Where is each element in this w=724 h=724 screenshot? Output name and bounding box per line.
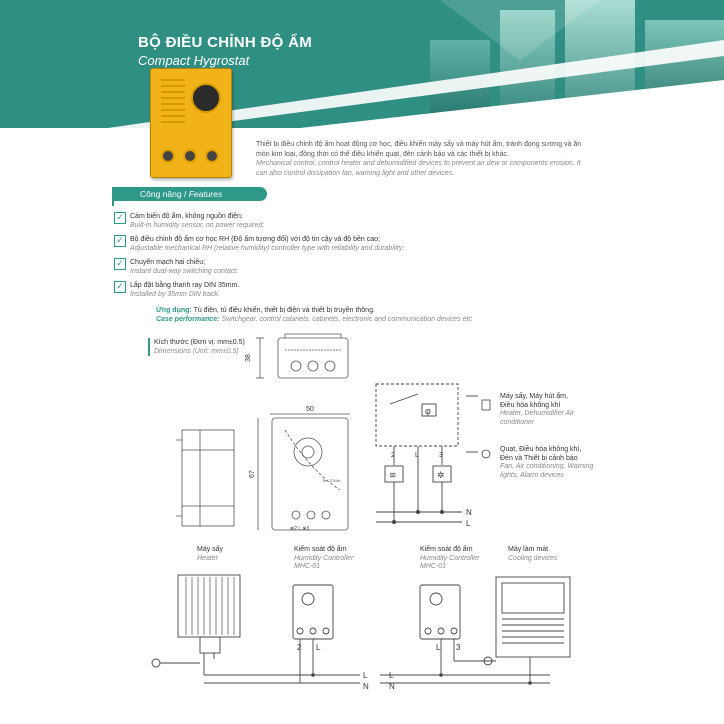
heater-vi: Máy sấy	[197, 546, 224, 553]
ctrl1-model: MHC-01	[294, 563, 321, 570]
header-banner	[0, 0, 724, 128]
feature-en: Adjustable mechanical RH (relative humidity) controller type with reliability and durability;	[130, 245, 405, 252]
feature-vi: Lắp đặt bằng thanh ray DIN 35mm.	[130, 282, 240, 289]
wiring-n: N	[466, 508, 472, 517]
line-l-1: L	[363, 671, 368, 680]
front-view-drawing	[258, 418, 348, 530]
heater-en: Heater	[197, 554, 219, 562]
application-en: Switchgear, control cabinets, cabinets, electronic and communication devices etc	[219, 315, 472, 323]
dimensions-en: Dimensions (Unit: mm±0.5)	[154, 348, 239, 355]
check-icon: ✓	[114, 281, 126, 293]
controller-1-drawing	[293, 585, 333, 681]
ctrl2-vi: Kiểm soát độ ẩm	[420, 546, 473, 553]
ctrl2-model: MHC-01	[420, 563, 447, 570]
c1-terminal-l: L	[316, 643, 321, 652]
application-label-en: Case performance:	[156, 315, 220, 323]
feature-item	[116, 258, 239, 276]
heater-drawing	[160, 575, 240, 675]
feature-item	[116, 212, 265, 230]
ctrl1-vi: Kiểm soát độ ẩm	[294, 546, 347, 553]
dimensions-vi: Kích thước (Đơn vị: mm±0.5)	[154, 339, 245, 346]
terminal-screw	[183, 149, 197, 163]
wiring-terminal-2: 2	[391, 452, 395, 459]
line-n-2: N	[389, 682, 395, 691]
heater-label-en: Heater, Dehumidifier Air conditioner	[500, 410, 575, 426]
page-subtitle: Compact Hygrostat	[138, 53, 250, 68]
c2-terminal-l: L	[436, 643, 441, 652]
fan-label-vi: Quạt, Điều hòa không khí, Đèn và Thiết bị cảnh báo	[500, 446, 582, 462]
features-heading	[112, 187, 267, 201]
feature-vi: Chuyển mạch hai chiều;	[130, 259, 206, 266]
header-stripes	[0, 0, 724, 128]
feature-en: Instant dual-way switching contact;	[130, 268, 239, 275]
cooler-drawing	[496, 577, 570, 681]
line-l-2: L	[389, 671, 394, 680]
cooler-vi: Máy làm mát	[508, 546, 549, 553]
line-n-1: N	[363, 682, 369, 691]
controller-2-drawing	[420, 585, 496, 675]
phi-icon: φ	[425, 406, 431, 416]
vent-slots	[161, 79, 185, 125]
wiring-label-heater	[500, 393, 580, 427]
dim-67: 67	[249, 470, 256, 478]
front-terminals: ⊗2 L ⊗3	[290, 526, 310, 532]
top-view-drawing	[256, 334, 348, 378]
check-icon: ✓	[114, 258, 126, 270]
terminal-screw	[161, 149, 175, 163]
bottom-wiring-drawing	[0, 565, 724, 724]
ctrl1-en: Humidity Controller	[294, 554, 354, 562]
feature-item	[116, 281, 240, 299]
feature-vi: Bộ điều chỉnh độ ẩm cơ học RH (Độ ẩm tương đối) với độ tin cậy và độ bền cao;	[130, 236, 380, 243]
wiring-l: L	[466, 519, 471, 528]
fan-icon: ✲	[437, 470, 445, 480]
technical-drawing	[0, 320, 724, 540]
device-label: Tel: 3°/Min	[322, 478, 341, 483]
intro-en: Mechanical control, control heater and dehumidified devices to prevent air dew or components erosion. It can also control dissipation fan, warning light and other devices.	[256, 160, 581, 177]
fan-label-en: Fan, Air conditioning, Warning lights, Alarm devices	[500, 463, 594, 479]
c1-terminal-2: 2	[297, 643, 302, 652]
dim-50: 50	[306, 406, 314, 413]
heading-divider	[112, 200, 114, 206]
check-icon: ✓	[114, 235, 126, 247]
ctrl2-en: Humidity Controller	[420, 554, 480, 562]
product-photo	[150, 68, 232, 178]
heater-icon: ≋	[389, 470, 397, 480]
feature-en: Installed by 35mm DIN track.	[130, 291, 220, 298]
bottom-heater-label	[197, 546, 223, 563]
wiring-label-fan	[500, 446, 595, 480]
heater-symbol-icon	[482, 400, 490, 410]
page-title: BỘ ĐIỀU CHỈNH ĐỘ ẨM	[138, 34, 313, 51]
application-label-vi: Ứng dụng:	[156, 307, 192, 314]
wiring-terminal-l: L	[415, 452, 419, 459]
heater-label-vi: Máy sấy, Máy hút ẩm, Điều hòa không khí	[500, 393, 568, 409]
intro-vi: Thiết bị điều chỉnh độ ẩm hoạt động cơ học, điều khiển máy sấy và máy hút ẩm, tránh đọng sương và ăn mòn kim loại, đồng thời có thể điều khiển quạt, đèn cảnh báo và các thiết bị khác.	[256, 141, 582, 158]
dim-38: 38	[245, 354, 252, 362]
cooler-en: Cooling devices	[508, 554, 558, 562]
side-view-drawing	[176, 430, 234, 526]
feature-item	[116, 235, 405, 253]
feature-en: Built-in humidity sensor, no power required;	[130, 222, 265, 229]
check-icon: ✓	[114, 212, 126, 224]
feature-vi: Cảm biến độ ẩm, không nguồn điện;	[130, 213, 243, 220]
terminal-screw	[205, 149, 219, 163]
application-vi: Tủ điện, tủ điều khiển, thiết bị điện và thiết bị truyền thông.	[191, 307, 375, 314]
intro-text	[256, 140, 586, 178]
bottom-cooler-label	[508, 546, 557, 563]
dial-knob	[191, 83, 221, 113]
features-heading-vi: Công năng /	[140, 189, 187, 199]
features-heading-en: Features	[186, 189, 223, 199]
c2-terminal-3: 3	[456, 643, 461, 652]
wiring-terminal-3: 3	[439, 452, 443, 459]
fan-symbol-icon	[482, 450, 490, 458]
ground-icon	[152, 659, 160, 667]
